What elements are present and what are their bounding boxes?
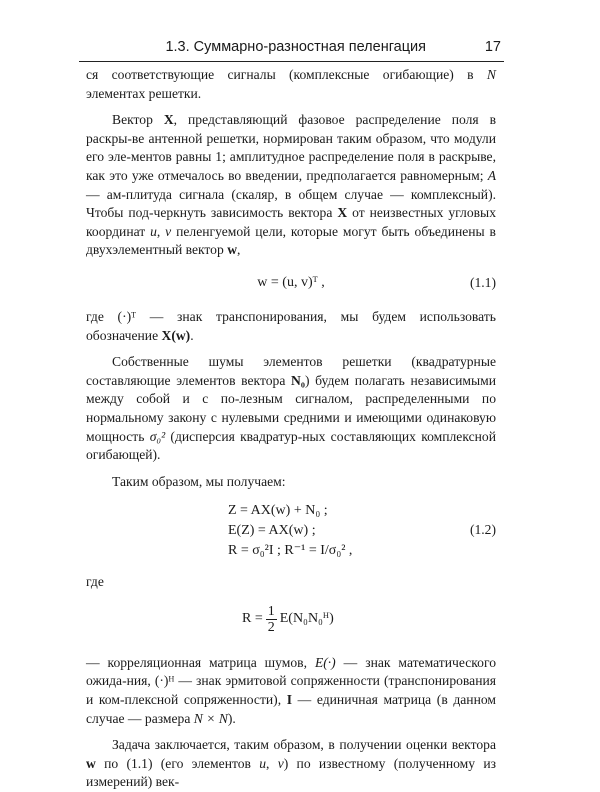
equation-1-2-lines bbox=[228, 501, 352, 561]
paragraph-correlation: — корреляционная матрица шумов, E(·) — знак математического ожида-ния, (·)ᴴ — знак эрмитовой сопряженности (транспонирования и ком-плексной сопряженности), I — единичная матрица (в данном случае — размера N × N). bbox=[86, 654, 497, 726]
paragraph-thus: Таким образом, мы получаем: bbox=[112, 473, 286, 489]
page-header bbox=[79, 36, 504, 62]
equation-1-2 bbox=[86, 501, 496, 563]
equation-1-2-line-3: R = σ₀²I ; R⁻¹ = I/σ₀² , bbox=[228, 543, 353, 559]
paragraph-vector-x: Вектор X, представляющий фазовое распределение поля в раскры-ве антенной решетки, нормирован таким образом, что модули его эле-ментов равны 1; амплитудное распределение поля в раскрыве, как это уже отмечалось во введении, предполагается равномерным; A — ам-плитуда сигнала (скаляр, в общем случае — комплексный). Чтобы под-черкнуть зависимость вектора X от неизвестных угловых координат u, v пеленгуемой цели, которые могут быть объединены в двухэлементный вектор w, bbox=[86, 112, 497, 258]
equation-1-1 bbox=[86, 270, 496, 298]
running-title: 1.3. Суммарно-разностная пеленгация bbox=[165, 39, 426, 55]
paragraph-noise: Собственные шумы элементов решетки (квадратурные составляющие элементов вектора N₀) будем полагать независимыми между собой и с по-лезным сигналом, распределенными по нормальному закону с нулевыми средними и имеющими одинаковую мощность σ₀² (дисперсия квадратур-ных составляющих комплексной огибающей). bbox=[86, 354, 496, 463]
equation-1-2-number: (1.2) bbox=[469, 522, 496, 538]
equation-covariance bbox=[86, 600, 496, 646]
fraction-denominator: 2 bbox=[267, 619, 275, 635]
page-body bbox=[86, 66, 496, 792]
header-rule bbox=[79, 61, 504, 62]
covariance-lhs: R = bbox=[242, 611, 263, 627]
fraction-numerator: 1 bbox=[267, 603, 275, 619]
paragraph-where: где bbox=[86, 574, 104, 590]
fraction-one-half bbox=[266, 604, 277, 635]
paragraph-continuation: ся соответствующие сигналы (комплексные огибающие) в N элементах решетки. bbox=[86, 67, 496, 101]
paragraph-task: Задача заключается, таким образом, в получении оценки вектора w по (1.1) (его элементов u, v) по известному (полученному из измерений) век- bbox=[86, 737, 496, 790]
page-number: 17 bbox=[484, 39, 501, 55]
equation-1-1-formula: w = (u, v)ᵀ , bbox=[257, 274, 325, 290]
equation-1-2-line-2: E(Z) = AX(w) ; bbox=[228, 523, 316, 539]
equation-1-2-line-1: Z = AX(w) + N₀ ; bbox=[228, 503, 328, 519]
covariance-rhs: E(N₀N₀ᴴ) bbox=[279, 611, 334, 627]
paragraph-transpose: где (·)ᵀ — знак транспонирования, мы будем использовать обозначение X(w). bbox=[86, 308, 496, 343]
equation-1-1-number: (1.1) bbox=[469, 274, 496, 290]
